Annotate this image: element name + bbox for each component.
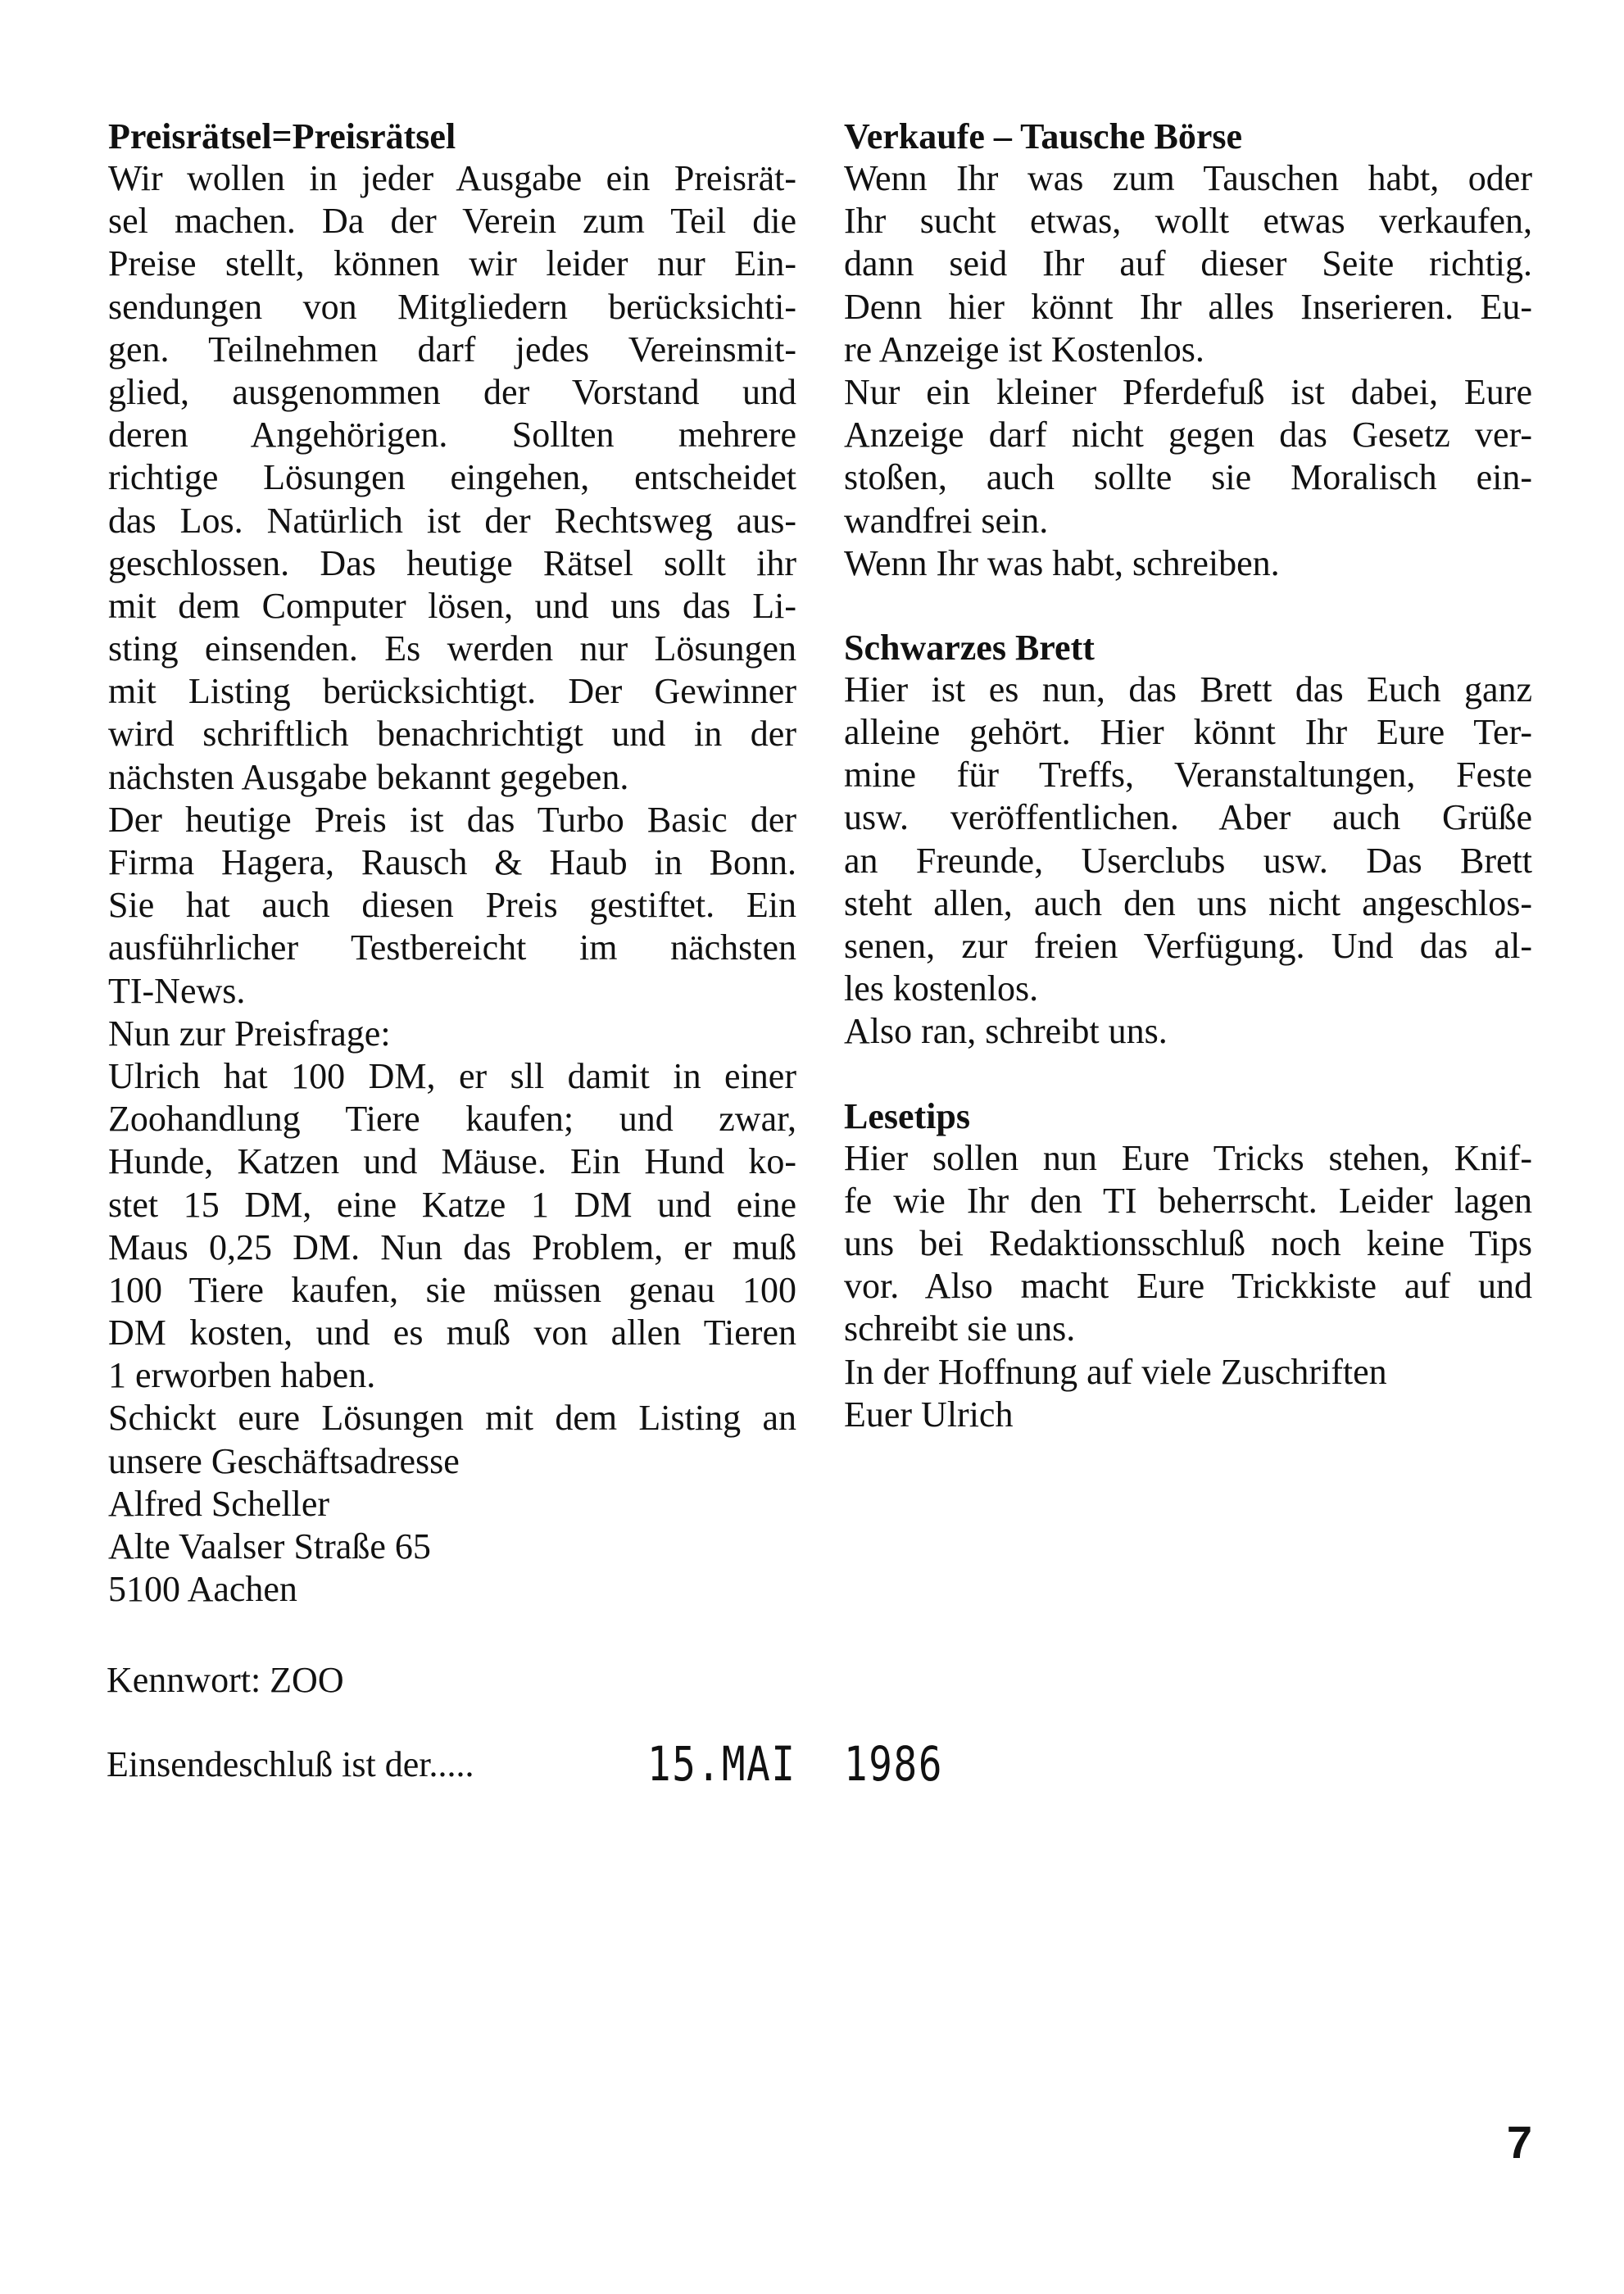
text-line: senen, zur freien Verfügung. Und das al-	[844, 926, 1532, 966]
section-body-verkaufe	[844, 157, 1532, 585]
text-line: mine für Treffs, Veranstaltungen, Feste	[844, 755, 1532, 796]
kennwort-line: Kennwort: ZOO	[107, 1660, 344, 1700]
text-line: ausführlicher Testbereicht im nächsten	[108, 927, 796, 968]
text-line: das Los. Natürlich ist der Rechtsweg aus-	[108, 500, 796, 541]
text-line: usw. veröffentlichen. Aber auch Grüße	[844, 797, 1532, 838]
section-body-preisraetsel	[108, 157, 796, 1611]
text-line: 1 erworben haben.	[108, 1355, 376, 1396]
section-spacer	[844, 1054, 1532, 1096]
text-line: unsere Geschäftsadresse	[108, 1440, 460, 1481]
text-line: dann seid Ihr auf dieser Seite richtig.	[844, 243, 1532, 284]
text-line: gen. Teilnehmen darf jedes Vereinsmit-	[108, 329, 796, 369]
text-line: wandfrei sein.	[844, 500, 1049, 541]
text-line: Denn hier könnt Ihr alles Inserieren. Eu-	[844, 286, 1532, 327]
text-line: Der heutige Preis ist das Turbo Basic der	[108, 799, 796, 840]
text-line: Ihr sucht etwas, wollt etwas verkaufen,	[844, 201, 1532, 242]
section-body-schwarzes-brett	[844, 669, 1532, 1054]
text-line: DM kosten, und es muß von allen Tieren	[108, 1312, 796, 1353]
text-line: 100 Tiere kaufen, sie müssen genau 100	[108, 1269, 796, 1310]
section-heading-preisraetsel: Preisrätsel=Preisrätsel	[108, 116, 456, 156]
text-line: sting einsenden. Es werden nur Lösungen	[108, 628, 796, 669]
text-line: Nur ein kleiner Pferdefuß ist dabei, Eure	[844, 371, 1532, 412]
text-line: stoßen, auch sollte sie Moralisch ein-	[844, 457, 1532, 498]
text-line: sendungen von Mitgliedern berücksichti-	[108, 286, 796, 327]
section-heading-verkaufe: Verkaufe – Tausche Börse	[844, 116, 1243, 156]
text-line: Wenn Ihr was habt, schreiben.	[844, 542, 1280, 583]
text-line: Zoohandlung Tiere kaufen; und zwar,	[108, 1099, 796, 1140]
text-line: alleine gehört. Hier könnt Ihr Eure Ter-	[844, 712, 1532, 753]
text-line: geschlossen. Das heutige Rätsel sollt ihr	[108, 542, 796, 583]
text-line: Euer Ulrich	[844, 1394, 1014, 1435]
text-line: Hunde, Katzen und Mäuse. Ein Hund ko-	[108, 1141, 796, 1182]
text-line: uns bei Redaktionsschluß noch keine Tips	[844, 1222, 1532, 1263]
deadline-label: Einsendeschluß ist der.....	[107, 1744, 474, 1784]
text-line: mit dem Computer lösen, und uns das Li-	[108, 585, 796, 626]
text-line: Hier ist es nun, das Brett das Euch ganz	[844, 669, 1532, 710]
text-line: richtige Lösungen eingehen, entscheidet	[108, 457, 796, 498]
text-line: schreibt sie uns.	[844, 1308, 1076, 1349]
text-line: Preise stellt, können wir leider nur Ein-	[108, 243, 796, 284]
text-line: sel machen. Da der Verein zum Teil die	[108, 201, 796, 242]
text-line: Wenn Ihr was zum Tauschen habt, oder	[844, 158, 1532, 198]
text-line: Alte Vaalser Straße 65	[108, 1526, 431, 1566]
text-line: 5100 Aachen	[108, 1569, 297, 1610]
text-line: Hier sollen nun Eure Tricks stehen, Knif-	[844, 1137, 1532, 1178]
text-line: glied, ausgenommen der Vorstand und	[108, 371, 796, 412]
text-line: Ulrich hat 100 DM, er sll damit in einer	[108, 1055, 796, 1096]
text-line: Firma Hagera, Rausch & Haub in Bonn.	[108, 842, 796, 882]
text-line: steht allen, auch den uns nicht angeschlos-	[844, 882, 1532, 923]
text-line: an Freunde, Userclubs usw. Das Brett	[844, 840, 1532, 881]
section-heading-lesetips: Lesetips	[844, 1095, 970, 1136]
deadline-row	[107, 1737, 1090, 1794]
text-line: Sie hat auch diesen Preis gestiftet. Ein	[108, 885, 796, 926]
text-line: Maus 0,25 DM. Nun das Problem, er muß	[108, 1226, 796, 1267]
text-line: re Anzeige ist Kostenlos.	[844, 329, 1204, 369]
text-line: Anzeige darf nicht gegen das Gesetz ver-	[844, 415, 1532, 456]
text-line: wird schriftlich benachrichtigt und in der	[108, 714, 796, 755]
text-line: Alfred Scheller	[108, 1483, 329, 1524]
right-column	[844, 116, 1532, 1436]
text-line: nächsten Ausgabe bekannt gegeben.	[108, 756, 629, 797]
text-line: TI-News.	[108, 970, 246, 1011]
deadline-stamp-year: 1986	[844, 1736, 944, 1792]
section-body-lesetips	[844, 1137, 1532, 1436]
page-number: 7	[1506, 2116, 1532, 2168]
text-line: Also ran, schreibt uns.	[844, 1011, 1168, 1052]
text-line: deren Angehörigen. Sollten mehrere	[108, 415, 796, 456]
text-line: vor. Also macht Eure Trickkiste auf und	[844, 1266, 1532, 1307]
text-line: les kostenlos.	[844, 968, 1039, 1009]
section-heading-schwarzes-brett: Schwarzes Brett	[844, 627, 1095, 668]
text-line: stet 15 DM, eine Katze 1 DM und eine	[108, 1184, 796, 1225]
deadline-stamp-date: 15.MAI	[647, 1736, 796, 1792]
left-column	[108, 116, 796, 1611]
text-line: Schickt eure Lösungen mit dem Listing an	[108, 1398, 796, 1439]
text-line: mit Listing berücksichtigt. Der Gewinner	[108, 671, 796, 712]
text-line: Wir wollen in jeder Ausgabe ein Preisrät-	[108, 158, 796, 198]
text-line: Nun zur Preisfrage:	[108, 1013, 391, 1054]
text-line: fe wie Ihr den TI beherrscht. Leider lagen	[844, 1180, 1532, 1221]
text-line: In der Hoffnung auf viele Zuschriften	[844, 1351, 1387, 1392]
section-spacer	[844, 585, 1532, 628]
